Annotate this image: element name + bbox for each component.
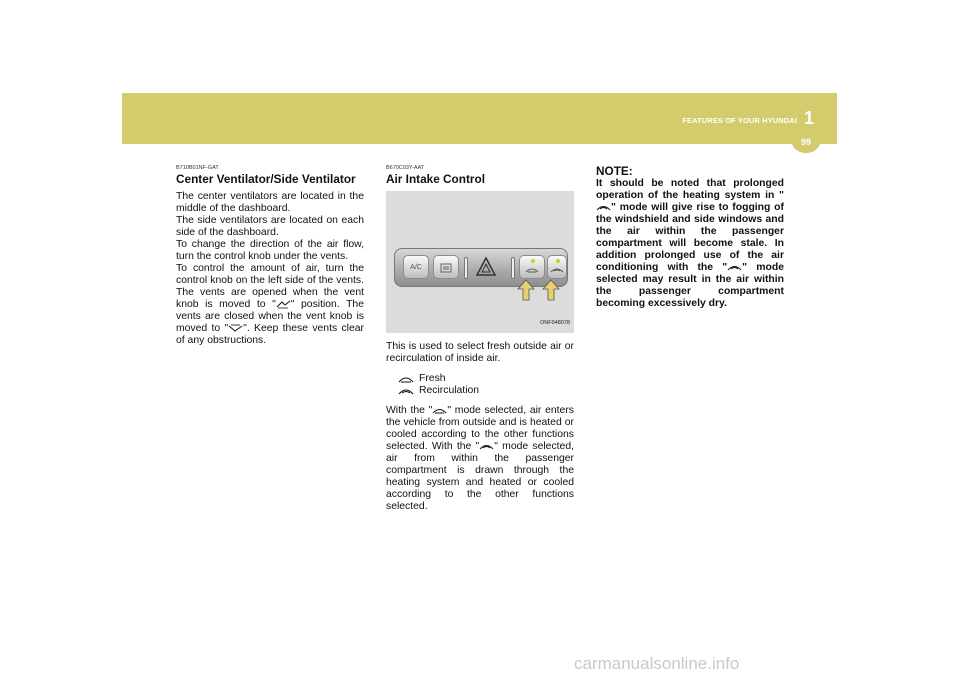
section-heading: Air Intake Control [386,172,485,186]
paragraph-text: The center ventilators are located in the middle of the dashboard. [176,191,364,214]
note-text: It should be noted that prolonged operation of the heating system in " [596,178,784,201]
panel-slot [464,257,468,279]
recirculation-button [547,255,567,279]
section-heading: Center Ventilator/Side Ventilator [176,172,356,186]
ac-label: A/C [410,264,422,271]
ventilator-section [176,165,364,347]
intro-paragraph: This is used to select fresh outside air or recirculation of inside air. [386,341,574,364]
note-body [596,178,784,310]
arrow-up-icon [517,279,535,301]
watermark: carmanualsonline.info [574,654,740,673]
section-title: FEATURES OF YOUR HYUNDAI [682,116,797,125]
vent-closed-icon [228,324,243,333]
panel-slot [511,257,515,279]
mode-label: Fresh [419,373,446,384]
page-number: 99 [800,137,811,147]
paragraph-text: The side ventilators are located on each side of the dashboard. [176,215,364,238]
note-text: " mode selected may result in the air within the passenger compartment becoming excessively dry. [596,262,784,309]
list-item [397,385,574,397]
hazard-icon [475,255,497,279]
rear-defrost-icon [440,263,452,273]
mode-label: Recirculation [419,385,480,396]
arrow-up-icon [542,279,560,301]
paragraph-text: With the " [386,405,433,416]
recirculation-icon [727,263,742,272]
fresh-air-icon [432,406,447,415]
air-intake-section [386,165,574,513]
page-tab [791,131,821,153]
paragraph-text: " position. The vents are closed when the vent knob is moved to " [176,299,364,334]
note-section [596,165,784,310]
recirculation-icon [479,442,494,451]
indicator-led [556,259,560,263]
control-panel-photo [386,191,574,333]
paragraph-text: ". Keep these vents clear of any obstructions. [176,323,364,346]
mode-description [386,405,574,513]
note-text: " mode will give rise to fogging of the windshield and side windows and the air within the passenger compartment will become stale. In addition prolonged use of the air conditioning with the " [596,202,784,273]
recirculation-icon [550,266,564,274]
vent-open-icon [276,300,291,309]
paragraph-text: " mode selected, air enters the vehicle from outside and is heated or cooled according to the other functions selected. With the " [386,405,574,452]
chapter-number: 1 [803,108,814,128]
section-code: B710B01NF-GAT [176,165,219,171]
fresh-air-icon [525,266,539,274]
header-band [122,93,837,144]
recirculation-icon [397,386,415,396]
photo-code: ONF048078 [540,320,570,326]
rear-defrost-button [433,255,459,279]
recirculation-icon [596,203,611,212]
paragraph-text: To control the amount of air, turn the control knob on the left side of the vents. The vents are opened when the vent knob is moved to " [176,263,364,310]
mode-list [397,373,574,397]
note-title: NOTE: [596,164,633,178]
indicator-led [531,259,535,263]
ac-button [403,255,429,279]
paragraph [176,191,364,347]
fresh-air-icon [397,374,415,384]
fresh-air-button [519,255,545,279]
paragraph-text: To change the direction of the air flow, turn the control knob under the vents. [176,239,364,262]
list-item [397,373,574,385]
section-code: B670C03Y-AAT [386,165,425,171]
paragraph-text: " mode selected, air from within the passenger compartment is drawn through the heating system and heated or cooled according to the other functions selected. [386,441,574,512]
